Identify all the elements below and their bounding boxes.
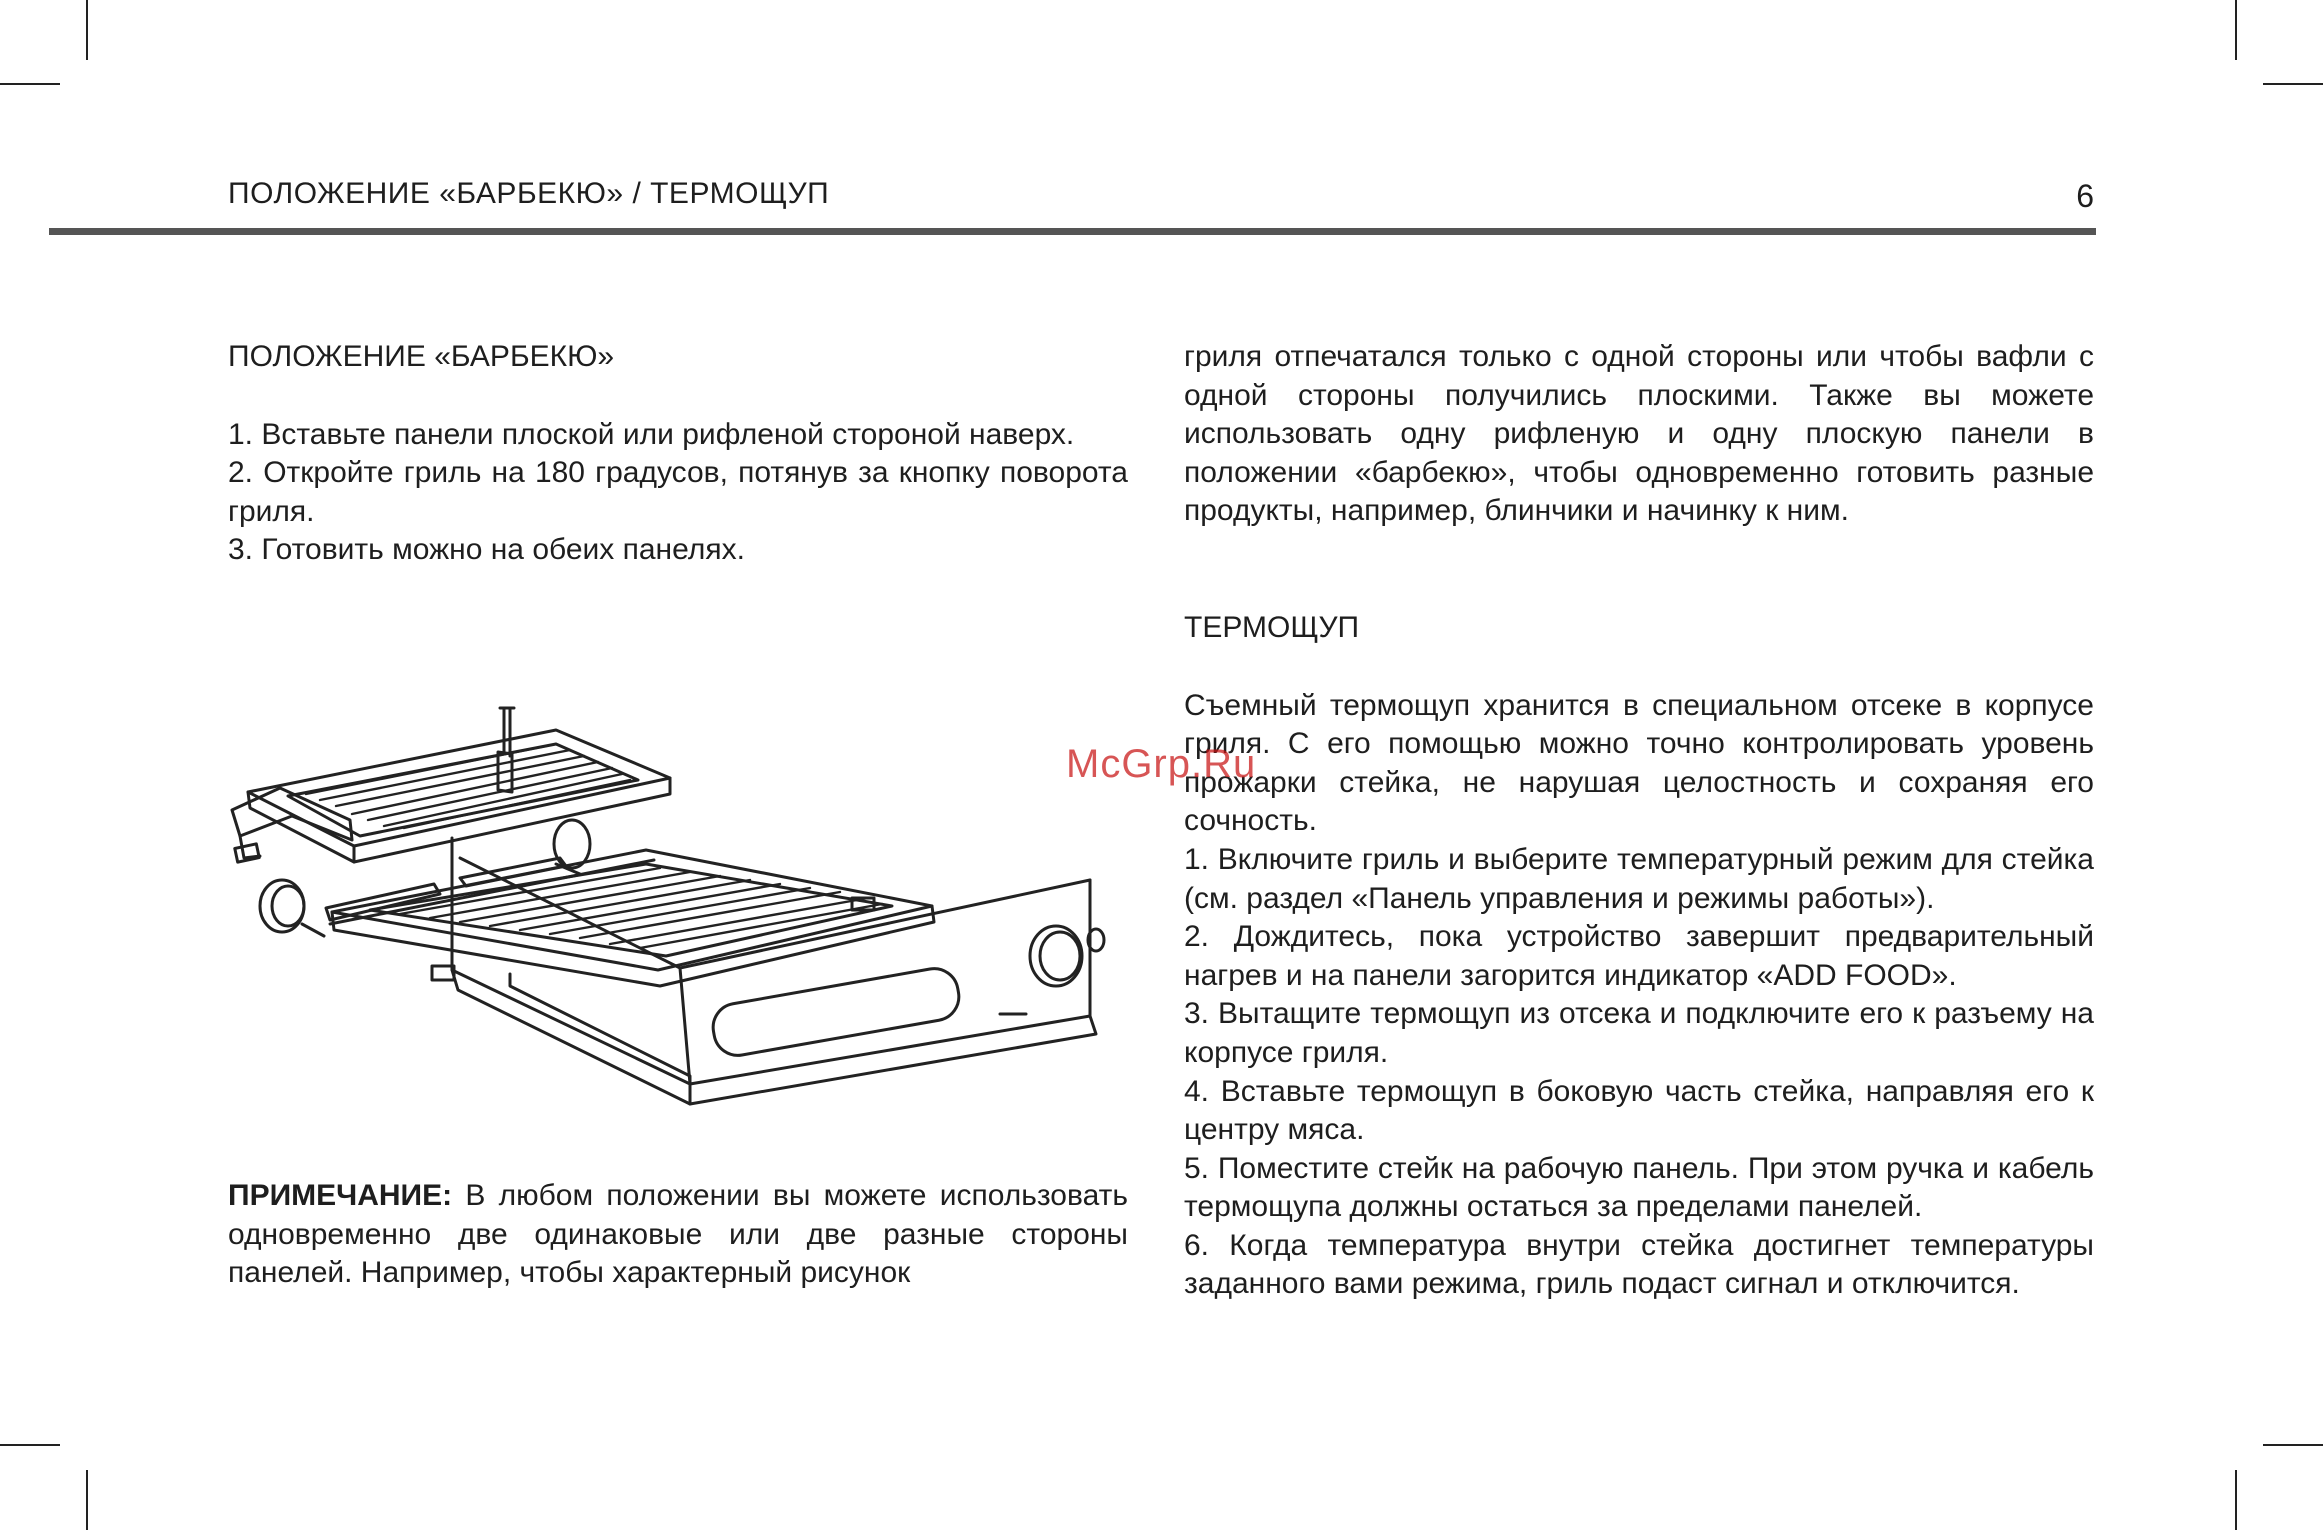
continuation-paragraph: гриля отпечатался только с одной стороны или чтобы вафли с одной стороны получились плоскими. Также вы можете использовать одну рифленую и одну плоскую панели в положении «барбекю», чтобы одновременно готовить разные продукты, например, блинчики и начинку к ним. <box>1184 340 2094 528</box>
section-title-thermoprobe: ТЕРМОЩУП <box>1184 610 1360 644</box>
watermark: McGrp.Ru <box>1066 742 1257 786</box>
note-paragraph <box>228 1177 1128 1293</box>
header-divider <box>49 228 2096 235</box>
crop-mark <box>2263 83 2323 85</box>
note-label: ПРИМЕЧАНИЕ: <box>228 1179 453 1212</box>
crop-mark <box>2235 0 2237 60</box>
note-text: В любом положении вы можете использовать одновременно две одинаковые или две разные стороны панелей. Например, чтобы характерный рисунок <box>228 1179 1128 1290</box>
section-title-barbecue: ПОЛОЖЕНИЕ «БАРБЕКЮ» <box>228 340 615 373</box>
page-number: 6 <box>2076 178 2094 214</box>
thermoprobe-step-2: 2. Дождитесь, пока устройство завершит предварительный нагрев и на панели загорится индикатор «ADD FOOD». <box>1184 920 2094 992</box>
barbecue-step-3: 3. Готовить можно на обеих панелях. <box>228 533 745 567</box>
thermoprobe-step-5: 5. Поместите стейк на рабочую панель. При этом ручка и кабель термощупа должны остаться за пределами панелей. <box>1184 1151 2094 1224</box>
grill-illustration <box>220 668 1140 1124</box>
thermoprobe-step-4: 4. Вставьте термощуп в боковую часть стейка, направляя его к центру мяса. <box>1184 1074 2094 1147</box>
thermoprobe-intro: Съемный термощуп хранится в специальном отсеке в корпусе гриля. С его помощью можно точно контролировать уровень прожарки стейка, не нарушая целостность и сохраняя его сочность. <box>1184 688 2094 838</box>
thermoprobe-step-6: 6. Когда температура внутри стейка достигнет температуры заданного вами режима, гриль подаст сигнал и отключится. <box>1184 1228 2094 1301</box>
barbecue-step-1: 1. Вставьте панели плоской или рифленой стороной наверх. <box>228 417 1075 451</box>
page-header-title: ПОЛОЖЕНИЕ «БАРБЕКЮ» / ТЕРМОЩУП <box>228 177 830 210</box>
crop-mark <box>86 1470 88 1530</box>
thermoprobe-step-1: 1. Включите гриль и выберите температурный режим для стейка (см. раздел «Панель управления и режимы работы»). <box>1184 842 2094 915</box>
left-column <box>228 338 1128 570</box>
crop-mark <box>0 83 60 85</box>
right-column <box>1184 338 2094 1304</box>
barbecue-step-2: 2. Откройте гриль на 180 градусов, потянув за кнопку поворота гриля. <box>228 456 1128 528</box>
thermoprobe-step-3: 3. Вытащите термощуп из отсека и подключите его к разъему на корпусе гриля. <box>1184 997 2094 1069</box>
crop-mark <box>0 1444 60 1446</box>
crop-mark <box>2263 1444 2323 1446</box>
crop-mark <box>86 0 88 60</box>
crop-mark <box>2235 1470 2237 1530</box>
